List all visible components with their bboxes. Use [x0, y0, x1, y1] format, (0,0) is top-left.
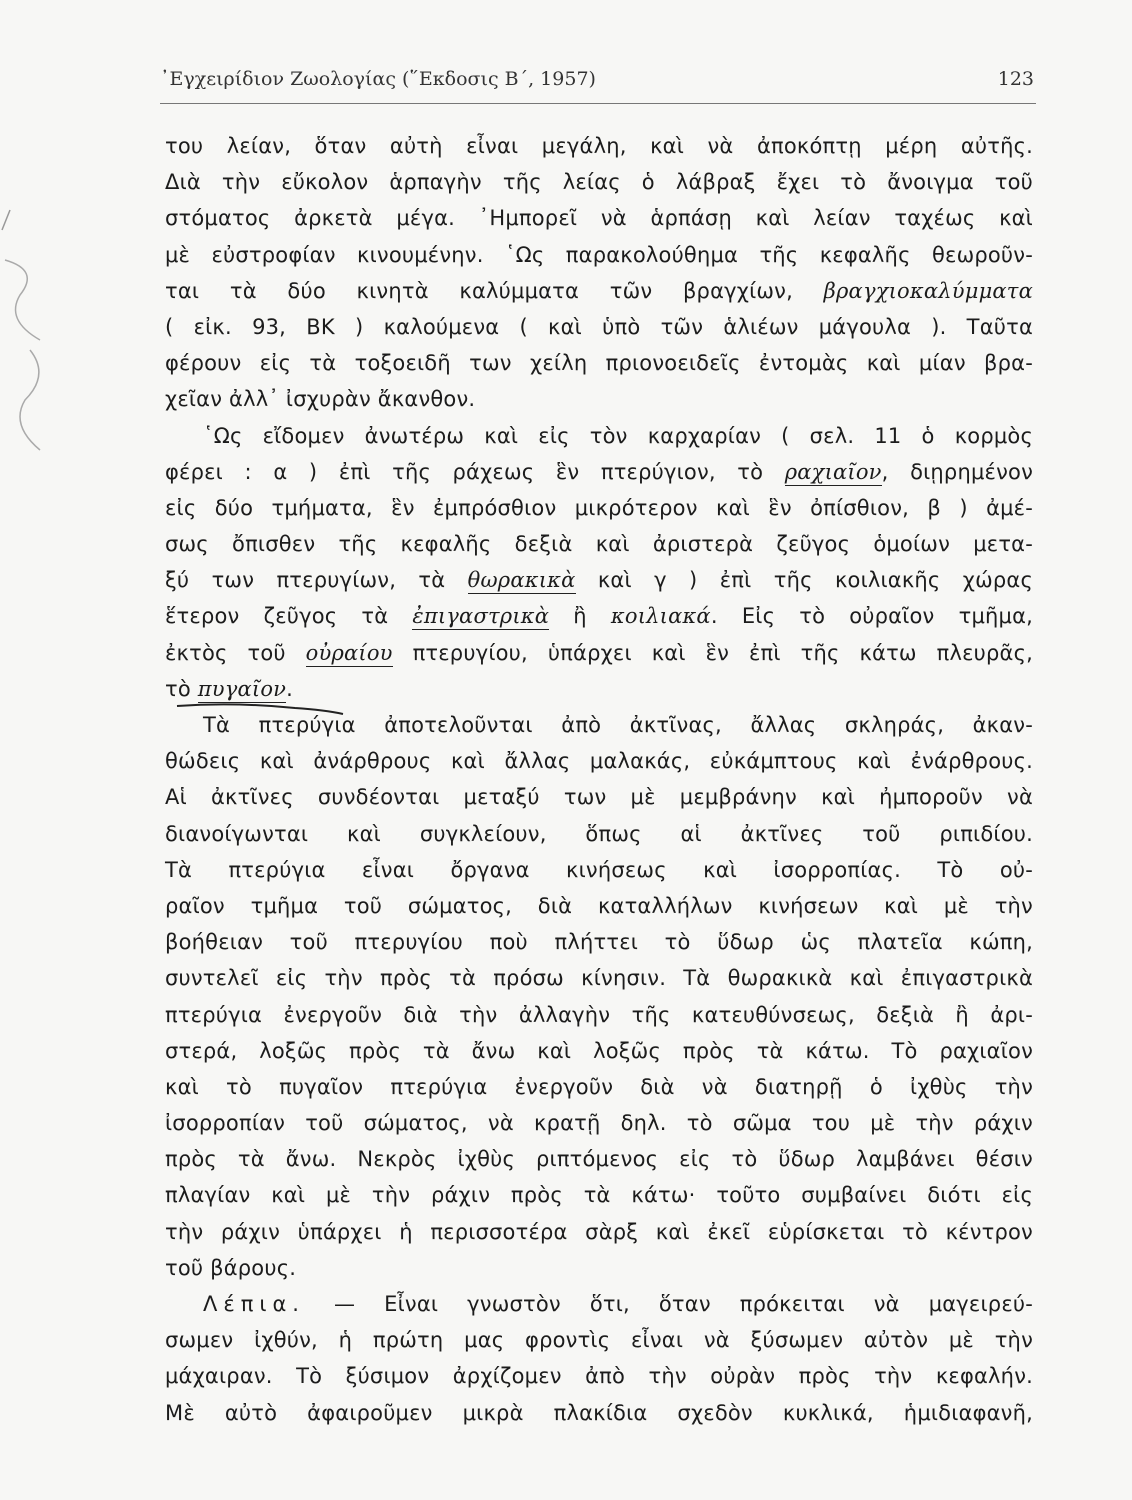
text-line: στόματος ἀρκετὰ μέγα. ᾿Ημπορεῖ νὰ ἁρπάσῃ καὶ λείαν ταχέως καὶ [165, 206, 1033, 231]
running-title: ᾿Εγχειρίδιον Ζωολογίας (῞Εκδοσις Β΄, 1957) [160, 68, 596, 90]
text-line: τὴν ράχιν ὑπάρχει ἡ περισσοτέρα σὰρξ καὶ ἐκεῖ εὑρίσκεται τὸ κέντρον [165, 1219, 1033, 1244]
text-line: τοῦ βάρους. [165, 1255, 297, 1280]
text-line: μάχαιραν. Τὸ ξύσιμον ἀρχίζομεν ἀπὸ τὴν οὐρὰν πρὸς τὴν κεφαλήν. [165, 1364, 1033, 1389]
text-line: Λέπια. — Εἶναι γνωστὸν ὅτι, ὅταν πρόκειται νὰ μαγειρεύ- [203, 1292, 1033, 1316]
text-line: Μὲ αὐτὸ ἀφαιροῦμεν μικρὰ πλακίδια σχεδὸν κυκλικά, ἡμιδιαφανῆ, [165, 1400, 1033, 1425]
underlined-term: ἐπιγαστρικὰ [412, 604, 550, 629]
underlined-term: οὐραίου [305, 640, 393, 665]
underlined-term: ραχιαῖον [784, 459, 882, 484]
text-line: καὶ τὸ πυγαῖον πτερύγια ἐνεργοῦν διὰ νὰ διατηρῇ ὁ ἰχθὺς τὴν [165, 1074, 1033, 1099]
header-rule [160, 103, 1036, 104]
text-line: θώδεις καὶ ἀνάρθρους καὶ ἄλλας μαλακάς, εὐκάμπτους καὶ ἐνάρθρους. [165, 749, 1033, 774]
text-line: ( εἰκ. 93, ΒΚ ) καλούμενα ( καὶ ὑπὸ τῶν ἁλιέων μάγουλα ). Ταῦτα [165, 314, 1033, 339]
text-line: ξύ των πτερυγίων, τὰ θωρακικὰ καὶ γ ) ἐπὶ τῆς κοιλιακῆς χώρας [165, 568, 1033, 593]
text-line: τὸ πυγαῖον. [165, 676, 294, 701]
text-line: πλαγίαν καὶ μὲ τὴν ράχιν πρὸς τὰ κάτω· τοῦτο συμβαίνει διότι εἰς [165, 1183, 1033, 1208]
text-line: πτερύγια ἐνεργοῦν διὰ τὴν ἀλλαγὴν τῆς κατευθύνσεως, δεξιὰ ἢ ἀρι- [165, 1002, 1033, 1027]
text-line: εἰς δύο τμήματα, ἓν ἐμπρόσθιον μικρότερον καὶ ἓν ὀπίσθιον, β ) ἀμέ- [165, 495, 1033, 520]
body-text [165, 128, 1033, 1431]
text-line: διανοίγωνται καὶ συγκλείουν, ὅπως αἱ ἀκτῖνες τοῦ ριπιδίου. [165, 821, 1033, 846]
page-header [160, 68, 1036, 98]
text-line: στερά, λοξῶς πρὸς τὰ ἄνω καὶ λοξῶς πρὸς τὰ κάτω. Τὸ ραχιαῖον [165, 1038, 1033, 1063]
page-number: 123 [997, 68, 1034, 90]
margin-pen-marks [0, 200, 60, 480]
text-line: σωμεν ἰχθύν, ἡ πρώτη μας φροντὶς εἶναι νὰ ξύσωμεν αὐτὸν μὲ τὴν [165, 1328, 1033, 1353]
text-line: φέρει : α ) ἐπὶ τῆς ράχεως ἓν πτερύγιον, τὸ ραχιαῖον, διῃρημένον [165, 459, 1033, 484]
text-line: βοήθειαν τοῦ πτερυγίου ποὺ πλήττει τὸ ὕδωρ ὡς πλατεῖα κώπη, [165, 930, 1033, 955]
text-line: ἕτερον ζεῦγος τὰ ἐπιγαστρικὰ ἢ κοιλιακά. Εἰς τὸ οὐραῖον τμῆμα, [165, 604, 1033, 629]
text-line: Αἱ ἀκτῖνες συνδέονται μεταξύ των μὲ μεμβράνην καὶ ἠμποροῦν νὰ [165, 785, 1033, 810]
underlined-term: πυγαῖον [197, 676, 287, 701]
text-line: μὲ εὐστροφίαν κινουμένην. ῾Ως παρακολούθημα τῆς κεφαλῆς θεωροῦν- [165, 242, 1033, 267]
section-heading: Λέπια. [203, 1292, 305, 1316]
text-line: Τὰ πτερύγια εἶναι ὄργανα κινήσεως καὶ ἰσορροπίας. Τὸ οὐ- [165, 857, 1033, 882]
text-line: ῾Ως εἴδομεν ἀνωτέρω καὶ εἰς τὸν καρχαρίαν ( σελ. 11 ὁ κορμὸς [203, 423, 1033, 448]
text-line: Τὰ πτερύγια ἀποτελοῦνται ἀπὸ ἀκτῖνας, ἄλλας σκληράς, ἀκαν- [203, 713, 1033, 737]
text-line: πρὸς τὰ ἄνω. Νεκρὸς ἰχθὺς ριπτόμενος εἰς τὸ ὕδωρ λαμβάνει θέσιν [165, 1147, 1033, 1172]
text-line: χεῖαν ἀλλ᾿ ἰσχυρὰν ἄκανθον. [165, 387, 476, 412]
text-line: συντελεῖ εἰς τὴν πρὸς τὰ πρόσω κίνησιν. Τὰ θωρακικὰ καὶ ἐπιγαστρικὰ [165, 966, 1033, 991]
text-line: ραῖον τμῆμα τοῦ σώματος, διὰ καταλλήλων κινήσεων καὶ μὲ τὴν [165, 893, 1033, 918]
text-line: ἐκτὸς τοῦ οὐραίου πτερυγίου, ὑπάρχει καὶ ἓν ἐπὶ τῆς κάτω πλευρᾶς, [165, 640, 1033, 665]
text-line: του λείαν, ὅταν αὐτὴ εἶναι μεγάλη, καὶ νὰ ἀποκόπτῃ μέρη αὐτῆς. [165, 134, 1033, 158]
text-line: ἰσορροπίαν τοῦ σώματος, νὰ κρατῇ δηλ. τὸ σῶμα του μὲ τὴν ράχιν [165, 1111, 1033, 1136]
italic-term: κοιλιακά [610, 604, 711, 629]
text-line: φέρουν εἰς τὰ τοξοειδῆ των χείλη πριονοειδεῖς ἐντομὰς καὶ μίαν βρα- [165, 351, 1033, 376]
text-line: Διὰ τὴν εὔκολον ἁρπαγὴν τῆς λείας ὁ λάβραξ ἔχει τὸ ἄνοιγμα τοῦ [165, 170, 1033, 195]
italic-term: βραγχιοκαλύμματα [823, 278, 1033, 303]
text-line: ται τὰ δύο κινητὰ καλύμματα τῶν βραγχίων, βραγχιοκαλύμματα [165, 278, 1033, 303]
underlined-term: θωρακικὰ [467, 568, 576, 593]
text-line: σως ὄπισθεν τῆς κεφαλῆς δεξιὰ καὶ ἀριστερὰ ζεῦγος ὁμοίων μετα- [165, 532, 1033, 557]
